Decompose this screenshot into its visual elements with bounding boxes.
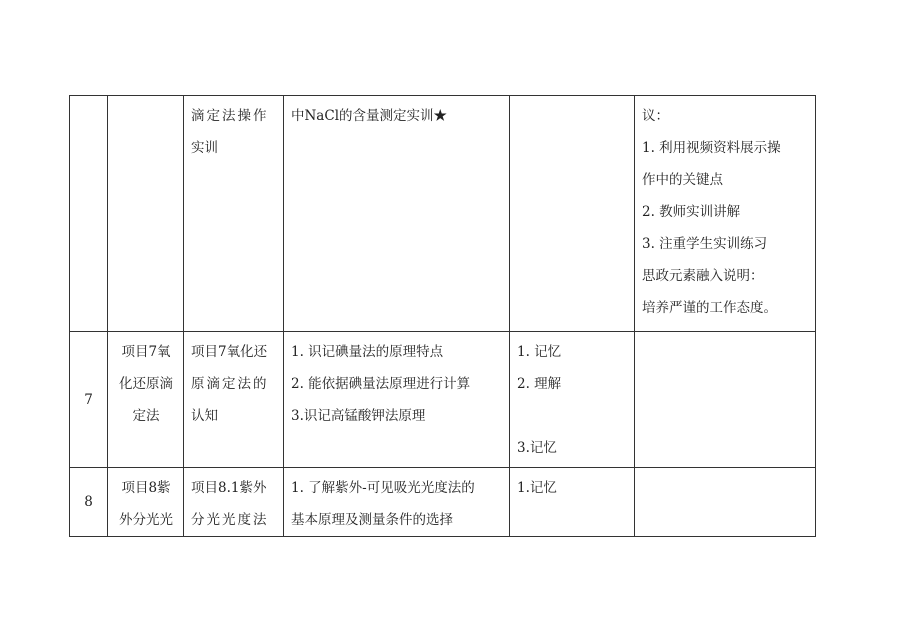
objective-line: 1. 了解紫外-可见吸光光度法的 bbox=[291, 480, 475, 496]
suggestion-line: 培养严谨的工作态度。 bbox=[642, 300, 777, 316]
table-row bbox=[70, 96, 816, 332]
project-line: 项目8紫 bbox=[121, 480, 171, 496]
project-cell bbox=[108, 468, 184, 537]
objective-line: 中NaCl的含量测定实训★ bbox=[291, 108, 448, 124]
row-number: 8 bbox=[84, 494, 93, 510]
objective-line: 3.识记高锰酸钾法原理 bbox=[291, 408, 426, 424]
suggestion-line: 作中的关键点 bbox=[642, 172, 723, 188]
suggestion-line: 1. 利用视频资料展示操 bbox=[642, 140, 781, 156]
task-line: 项目7氧化还 bbox=[191, 344, 268, 360]
row-number-cell bbox=[70, 96, 108, 332]
syllabus-table bbox=[69, 95, 816, 537]
objective-line: 2. 能依据碘量法原理进行计算 bbox=[291, 376, 471, 392]
suggestions-cell bbox=[635, 468, 816, 537]
suggestions-cell bbox=[635, 332, 816, 468]
objective-line: 基本原理及测量条件的选择 bbox=[291, 512, 453, 528]
level-line: 1.记忆 bbox=[517, 480, 557, 496]
row-number: 7 bbox=[84, 391, 93, 408]
suggestion-line: 3. 注重学生实训练习 bbox=[642, 236, 768, 252]
levels-cell bbox=[510, 468, 635, 537]
level-line: 3.记忆 bbox=[517, 440, 557, 456]
project-cell bbox=[108, 332, 184, 468]
suggestion-line: 思政元素融入说明： bbox=[642, 268, 764, 284]
level-line: 2. 理解 bbox=[517, 376, 562, 392]
objectives-cell bbox=[284, 468, 510, 537]
levels-cell bbox=[510, 96, 635, 332]
task-line: 实训 bbox=[191, 140, 218, 156]
project-line: 外分光光 bbox=[119, 512, 173, 528]
table-row bbox=[70, 468, 816, 537]
task-line: 项目8.1紫外 bbox=[191, 480, 267, 496]
task-line: 滴定法操作 bbox=[191, 108, 269, 124]
row-number-cell bbox=[70, 332, 108, 468]
objectives-cell bbox=[284, 96, 510, 332]
project-line: 项目7氧 bbox=[121, 344, 171, 360]
table-row bbox=[70, 332, 816, 468]
project-cell bbox=[108, 96, 184, 332]
task-line: 分光光度法 bbox=[191, 512, 269, 528]
suggestion-line: 议： bbox=[642, 108, 669, 124]
levels-cell bbox=[510, 332, 635, 468]
task-cell bbox=[184, 468, 284, 537]
project-line: 化还原滴 bbox=[119, 376, 173, 392]
objectives-cell bbox=[284, 332, 510, 468]
project-line: 定法 bbox=[132, 408, 160, 424]
objective-line: 1. 识记碘量法的原理特点 bbox=[291, 344, 444, 360]
suggestion-line: 2. 教师实训讲解 bbox=[642, 204, 741, 220]
blank-line bbox=[517, 400, 628, 432]
task-cell bbox=[184, 332, 284, 468]
task-cell bbox=[184, 96, 284, 332]
task-line: 认知 bbox=[191, 408, 218, 424]
level-line: 1. 记忆 bbox=[517, 344, 562, 360]
task-line: 原滴定法的 bbox=[191, 376, 269, 392]
suggestions-cell bbox=[635, 96, 816, 332]
row-number-cell bbox=[70, 468, 108, 537]
